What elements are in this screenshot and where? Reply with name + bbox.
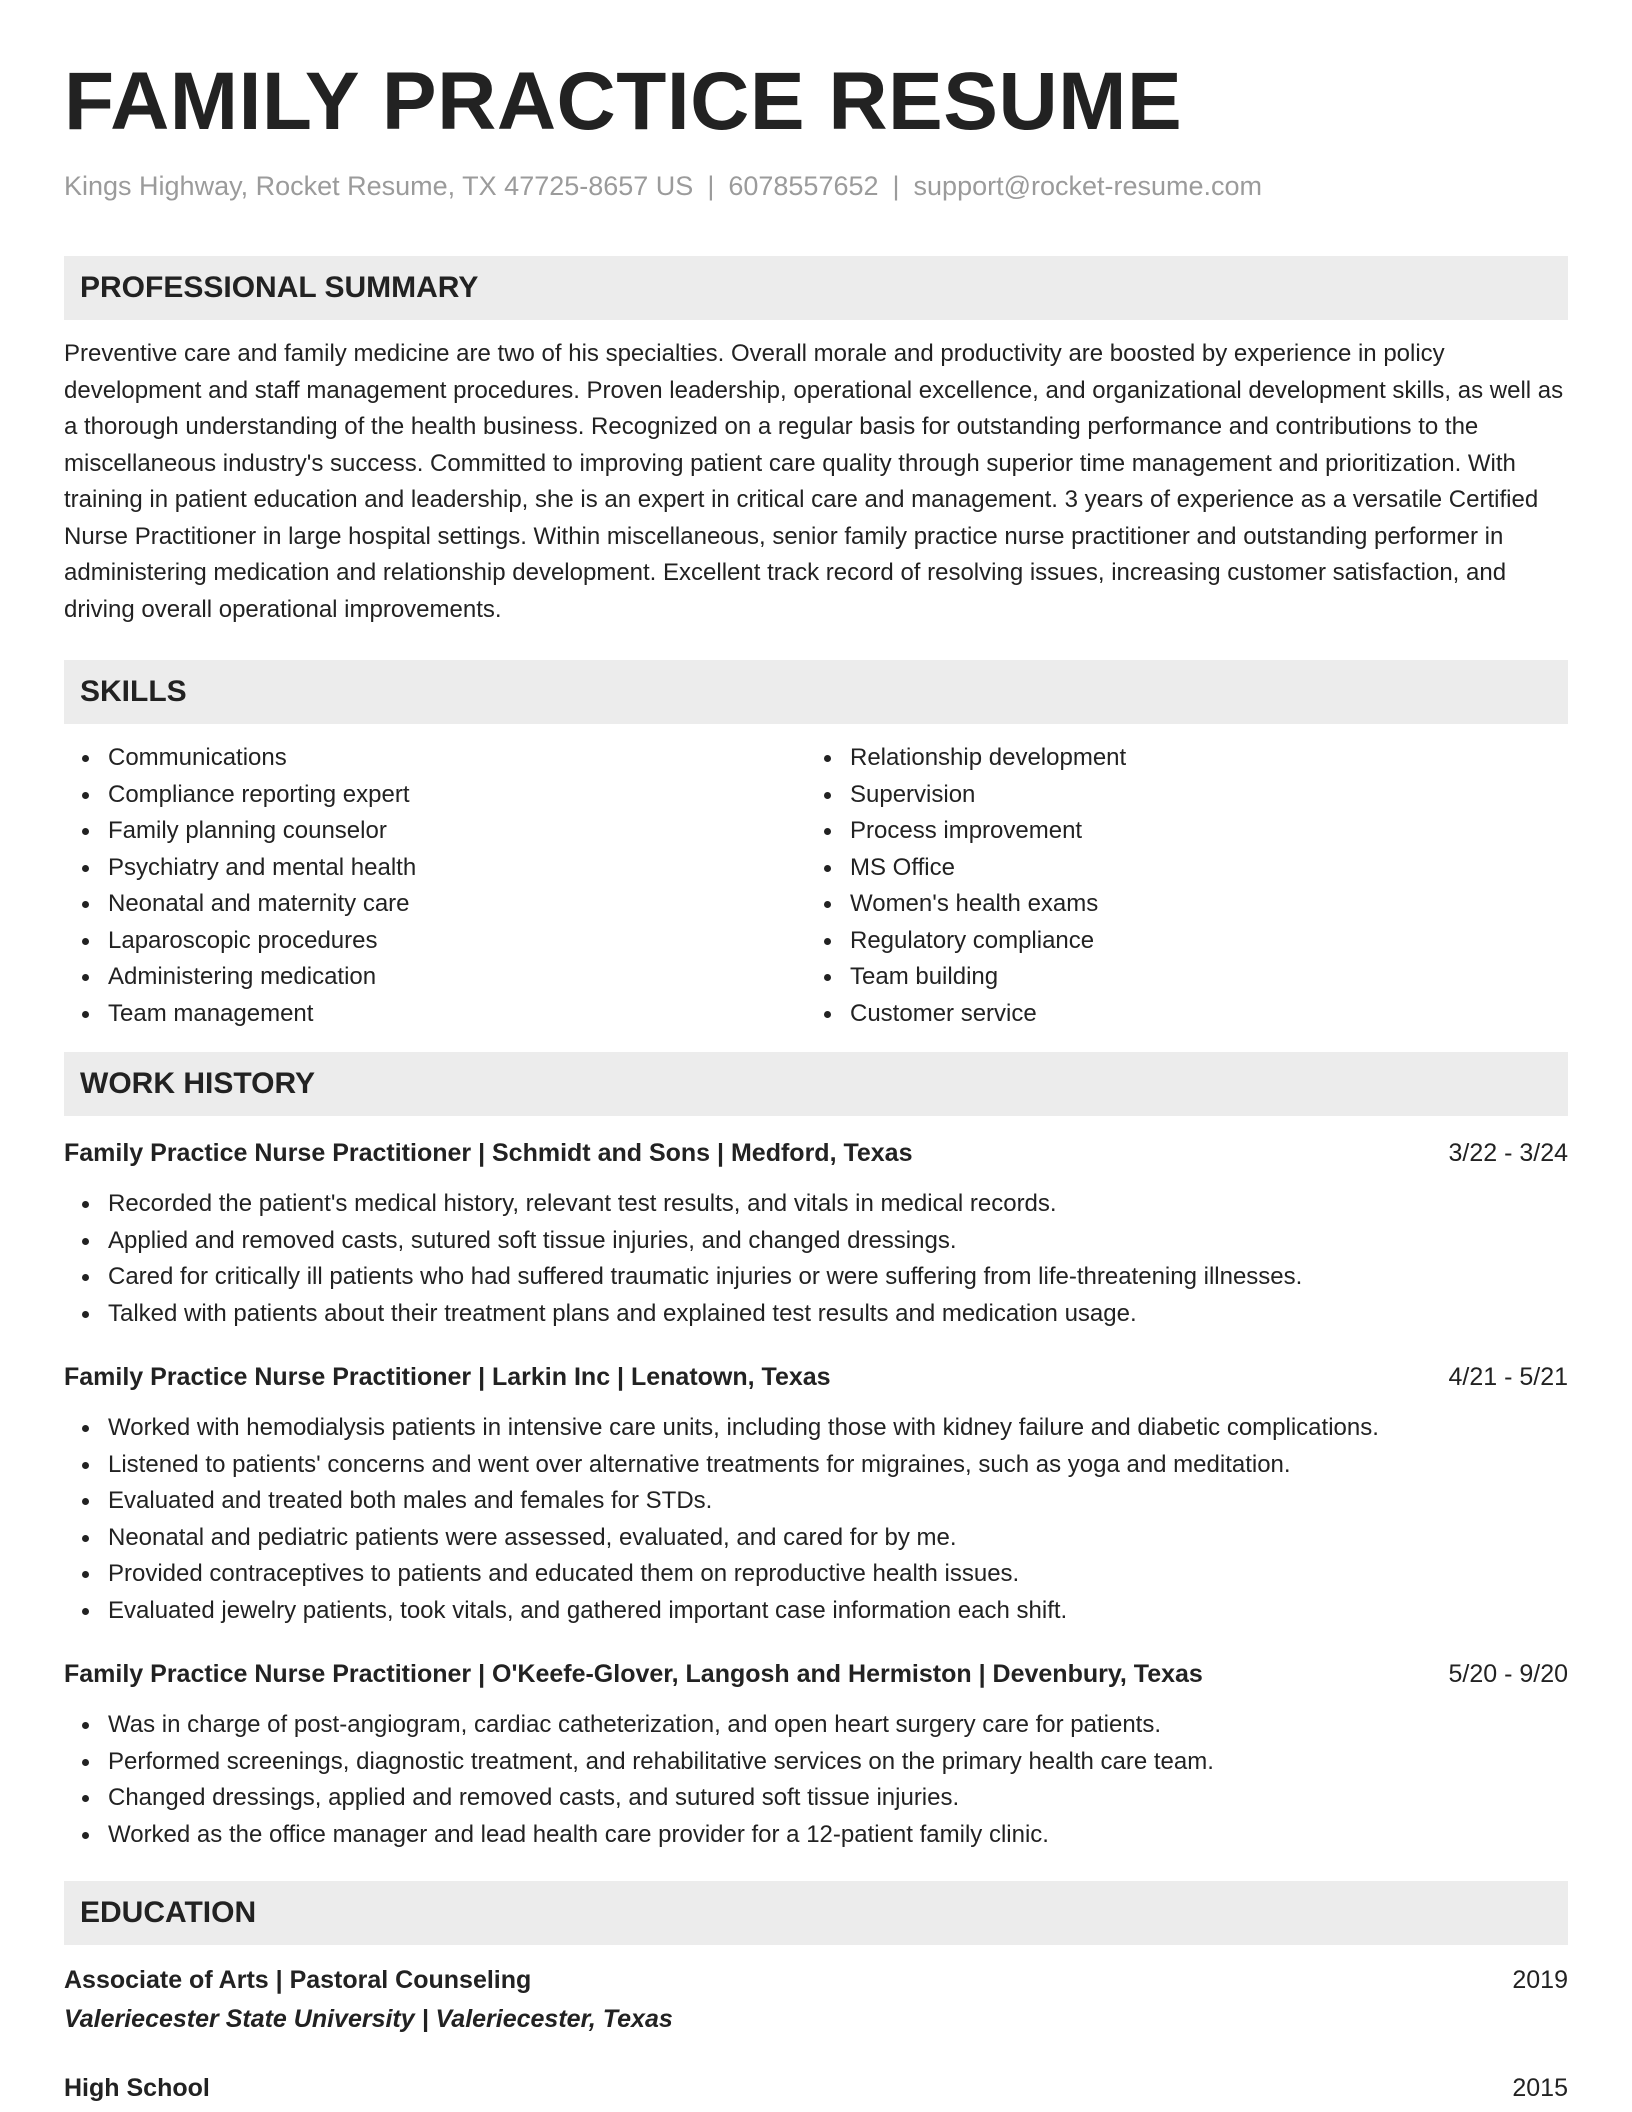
contact-separator: |: [707, 171, 715, 201]
job-bullets: [64, 1707, 1568, 1853]
resume-page: [64, 52, 1568, 2105]
job-header: [64, 1360, 1568, 1394]
contact-line: [64, 168, 1568, 204]
skill-item: MS Office: [806, 850, 1548, 887]
job-bullet: Evaluated jewelry patients, took vitals, and gathered important case information each shift.: [64, 1593, 1568, 1630]
job-dates: 4/21 - 5/21: [1448, 1363, 1568, 1391]
job-dates: 5/20 - 9/20: [1448, 1660, 1568, 1688]
contact-separator: |: [892, 171, 900, 201]
job-bullets: [64, 1410, 1568, 1629]
resume-title: FAMILY PRACTICE RESUME: [64, 56, 1183, 147]
education-school: Valeriecester State University | Valeriecester, Texas: [64, 2005, 673, 2033]
education-entry: [64, 2071, 1568, 2105]
job-title: Family Practice Nurse Practitioner | Larkin Inc | Lenatown, Texas: [64, 1363, 831, 1391]
contact-phone: 6078557652: [728, 171, 879, 201]
skill-item: Laparoscopic procedures: [64, 923, 806, 960]
job-bullet: Provided contraceptives to patients and educated them on reproductive health issues.: [64, 1556, 1568, 1593]
job-bullet: Talked with patients about their treatment plans and explained test results and medication usage.: [64, 1296, 1568, 1333]
skill-item: Compliance reporting expert: [64, 777, 806, 814]
contact-email: support@rocket-resume.com: [913, 171, 1263, 201]
education-degree: Associate of Arts | Pastoral Counseling: [64, 1966, 532, 1994]
job-bullet: Changed dressings, applied and removed casts, and sutured soft tissue injuries.: [64, 1780, 1568, 1817]
education-header: [64, 1963, 1568, 1997]
skill-item: Process improvement: [806, 813, 1548, 850]
job-header: [64, 1136, 1568, 1170]
skill-item: Family planning counselor: [64, 813, 806, 850]
skills-column-left: [64, 740, 806, 1032]
job-bullet: Evaluated and treated both males and females for STDs.: [64, 1483, 1568, 1520]
skill-item: Regulatory compliance: [806, 923, 1548, 960]
skill-item: Psychiatry and mental health: [64, 850, 806, 887]
job-header: [64, 1657, 1568, 1691]
job-title: Family Practice Nurse Practitioner | Schmidt and Sons | Medford, Texas: [64, 1139, 913, 1167]
summary-section-header: PROFESSIONAL SUMMARY: [64, 256, 1568, 320]
education-degree: High School: [64, 2074, 210, 2102]
job-bullet: Listened to patients' concerns and went over alternative treatments for migraines, such as yoga and meditation.: [64, 1447, 1568, 1484]
skill-item: Customer service: [806, 996, 1548, 1033]
education-entry: [64, 1963, 1568, 2037]
job-bullet: Worked as the office manager and lead health care provider for a 12-patient family clinic.: [64, 1817, 1568, 1854]
job-bullet: Worked with hemodialysis patients in intensive care units, including those with kidney failure and diabetic complications.: [64, 1410, 1568, 1447]
job-entry: [64, 1136, 1568, 1332]
skill-item: Supervision: [806, 777, 1548, 814]
job-bullet: Neonatal and pediatric patients were assessed, evaluated, and cared for by me.: [64, 1520, 1568, 1557]
skill-item: Women's health exams: [806, 886, 1548, 923]
skill-item: Team management: [64, 996, 806, 1033]
education-section-header: EDUCATION: [64, 1881, 1568, 1945]
job-dates: 3/22 - 3/24: [1448, 1139, 1568, 1167]
job-bullet: Was in charge of post-angiogram, cardiac catheterization, and open heart surgery care for patients.: [64, 1707, 1568, 1744]
job-title: Family Practice Nurse Practitioner | O'Keefe-Glover, Langosh and Hermiston | Devenbury, Texas: [64, 1660, 1203, 1688]
job-bullets: [64, 1186, 1568, 1332]
job-entry: [64, 1657, 1568, 1853]
job-bullet: Applied and removed casts, sutured soft tissue injuries, and changed dressings.: [64, 1223, 1568, 1260]
skill-item: Team building: [806, 959, 1548, 996]
education-header: [64, 2071, 1568, 2105]
skill-item: Relationship development: [806, 740, 1548, 777]
skill-item: Communications: [64, 740, 806, 777]
skills-column-right: [806, 740, 1548, 1032]
job-bullet: Performed screenings, diagnostic treatment, and rehabilitative services on the primary health care team.: [64, 1744, 1568, 1781]
summary-text: Preventive care and family medicine are two of his specialties. Overall morale and productivity are boosted by experience in policy development and staff management procedures. Proven leadership, operational excellence, and organizational development skills, as well as a thorough understanding of the health business. Recognized on a regular basis for outstanding performance and contributions to the miscellaneous industry's success. Committed to improving patient care quality through superior time management and prioritization. With training in patient education and leadership, she is an expert in critical care and management. 3 years of experience as a versatile Certified Nurse Practitioner in large hospital settings. Within miscellaneous, senior family practice nurse practitioner and outstanding performer in administering medication and relationship development. Excellent track record of resolving issues, increasing customer satisfaction, and driving overall operational improvements.: [64, 340, 1564, 623]
skills-list: [64, 740, 1568, 1032]
education-year: 2019: [1512, 1966, 1568, 1994]
work-section-header: WORK HISTORY: [64, 1052, 1568, 1116]
job-bullet: Recorded the patient's medical history, relevant test results, and vitals in medical records.: [64, 1186, 1568, 1223]
contact-address: Kings Highway, Rocket Resume, TX 47725-8657 US: [64, 171, 694, 201]
skill-item: Neonatal and maternity care: [64, 886, 806, 923]
job-bullet: Cared for critically ill patients who had suffered traumatic injuries or were suffering from life-threatening illnesses.: [64, 1259, 1568, 1296]
job-entry: [64, 1360, 1568, 1629]
skills-section-header: SKILLS: [64, 660, 1568, 724]
skill-item: Administering medication: [64, 959, 806, 996]
education-year: 2015: [1512, 2074, 1568, 2102]
